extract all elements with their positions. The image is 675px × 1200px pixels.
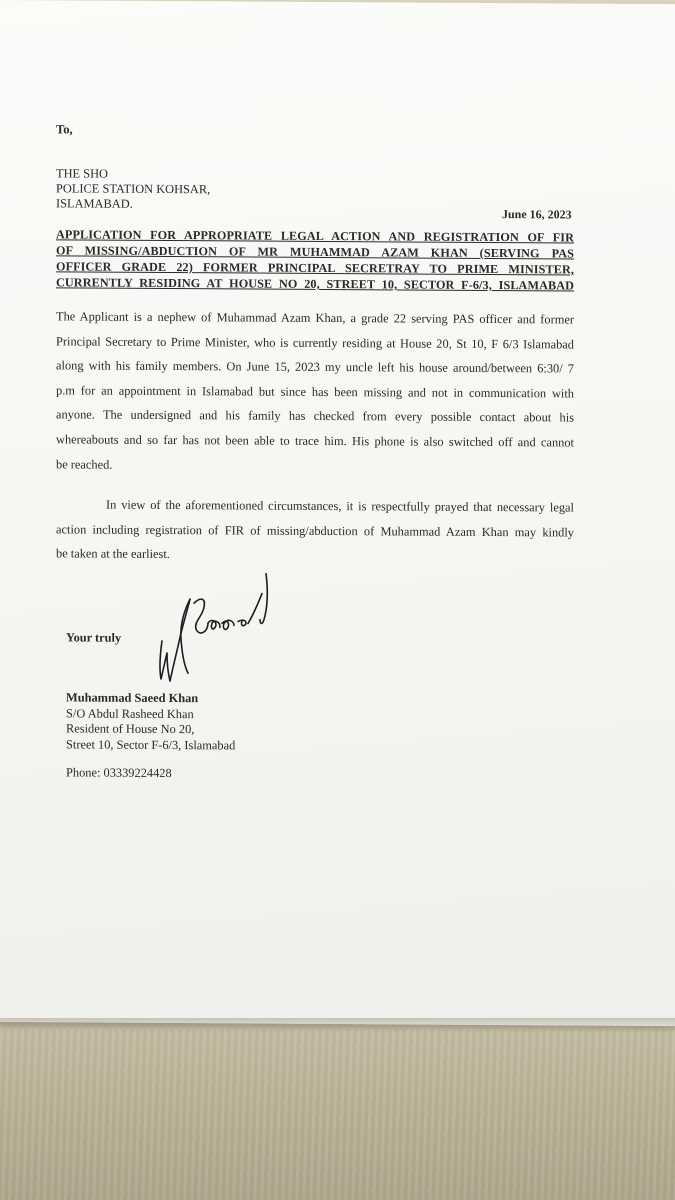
sender-line: Resident of House No 20, bbox=[66, 721, 195, 737]
paragraph-line: be taken at the earliest. bbox=[56, 546, 170, 562]
letter-date: June 16, 2023 bbox=[502, 207, 572, 222]
recipient-address bbox=[56, 166, 210, 212]
closing-phrase: Your truly bbox=[66, 630, 122, 645]
paragraph-line: along with his family members. On June 15, 2023 my uncle left his house around/between 6:30/ 7 bbox=[56, 358, 574, 376]
paragraph-line: p.m for an appointment in Islamabad but since has been missing and not in communication with bbox=[56, 383, 574, 401]
paragraph-line: The Applicant is a nephew of Muhammad Azam Khan, a grade 22 serving PAS officer and former bbox=[56, 309, 574, 327]
sender-name: Muhammad Saeed Khan bbox=[66, 690, 199, 706]
sender-line: S/O Abdul Rasheed Khan bbox=[66, 705, 194, 721]
paragraph-line: anyone. The undersigned and his family has checked from every possible contact about his bbox=[56, 407, 574, 425]
paragraph-line: whereabouts and so far has not been able to trace him. His phone is also switched off and cannot bbox=[56, 432, 574, 450]
sender-line: Street 10, Sector F-6/3, Islamabad bbox=[66, 737, 236, 753]
paragraph-line: be reached. bbox=[56, 456, 113, 472]
sender-phone: Phone: 03339224428 bbox=[66, 765, 172, 781]
paragraph-line: action including registration of FIR of missing/abduction of Muhammad Azam Khan may kindly bbox=[56, 521, 574, 540]
background-surface bbox=[0, 1030, 675, 1200]
salutation: To, bbox=[56, 122, 73, 137]
body-paragraph-2 bbox=[56, 492, 574, 569]
recipient-line: POLICE STATION KOHSAR, bbox=[56, 181, 211, 197]
recipient-line: ISLAMABAD. bbox=[56, 196, 133, 211]
recipient-line: THE SHO bbox=[56, 166, 108, 181]
subject-line: OFFICER GRADE 22) FORMER PRINCIPAL SECRETRAY TO PRIME MINISTER, bbox=[56, 259, 574, 277]
handwritten-signature bbox=[150, 563, 290, 694]
subject-line: CURRENTLY RESIDING AT HOUSE NO 20, STREET 10, SECTOR F-6/3, ISLAMABAD bbox=[56, 275, 574, 293]
sender-block bbox=[66, 690, 235, 753]
subject-line: OF MISSING/ABDUCTION OF MR MUHAMMAD AZAM KHAN (SERVING PAS bbox=[56, 243, 574, 261]
paragraph-line: In view of the aforementioned circumstances, it is respectfully prayed that necessary legal bbox=[106, 497, 574, 515]
paragraph-line: Principal Secretary to Prime Minister, who is currently residing at House 20, St 10, F 6/3 Islamabad bbox=[56, 333, 574, 352]
subject-line: APPLICATION FOR APPROPRIATE LEGAL ACTION AND REGISTRATION OF FIR bbox=[56, 227, 574, 245]
body-paragraph-1 bbox=[56, 304, 574, 479]
subject-heading bbox=[56, 226, 574, 293]
